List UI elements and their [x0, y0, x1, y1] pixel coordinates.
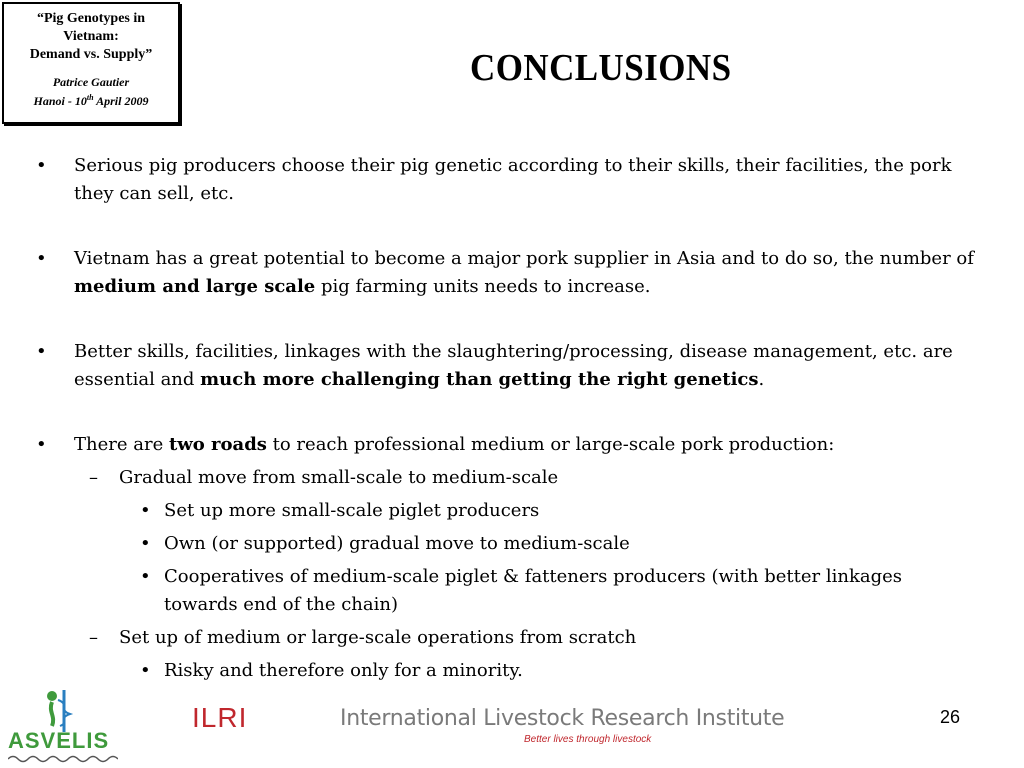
presentation-title-box — [2, 2, 180, 124]
bullet-better-skills: • Better skills, facilities, linkages with the slaughtering/processing, disease management, etc. are essential and much more challenging than getting the right genetics. — [36, 338, 976, 394]
bullet-marker: • — [140, 500, 151, 521]
slide-content — [36, 152, 976, 685]
bullet-marker: • — [36, 248, 47, 269]
dash-marker: – — [89, 627, 98, 648]
dash-marker: – — [89, 467, 98, 488]
bullet-marker: • — [36, 341, 47, 362]
title-box-line3: Demand vs. Supply” — [29, 47, 153, 62]
ilri-logo: ILRI — [192, 702, 248, 733]
slide-title: CONCLUSIONS — [470, 47, 732, 89]
bullet-marker: • — [140, 566, 151, 587]
asvelis-logo — [6, 688, 124, 766]
ilri-full-name: International Livestock Research Institute — [340, 706, 785, 731]
ilri-tagline: Better lives through livestock — [524, 734, 652, 745]
sub-sub-bullet: • Set up more small-scale piglet producers — [36, 497, 976, 525]
bullet-serious-producers: • Serious pig producers choose their pig genetic according to their skills, their facilities, the pork they can sell, etc. — [36, 152, 976, 208]
title-box-line1: “Pig Genotypes in — [36, 11, 146, 26]
sub-sub-bullet: • Cooperatives of medium-scale piglet & fatteners producers (with better linkages towards end of the chain) — [36, 563, 976, 619]
sub-sub-bullet: • Risky and therefore only for a minority. — [36, 657, 976, 685]
bullet-marker: • — [36, 155, 47, 176]
bullet-vietnam-potential: • Vietnam has a great potential to become a major pork supplier in Asia and to do so, the number of medium and large scale pig farming units needs to increase. — [36, 245, 976, 301]
page-number: 26 — [940, 707, 961, 727]
bullet-marker: • — [140, 660, 151, 681]
bullet-marker: • — [36, 434, 47, 455]
title-box-line2: Vietnam: — [63, 29, 119, 44]
bullet-marker: • — [140, 533, 151, 554]
asvelis-wordmark: ASVELIS — [8, 728, 110, 753]
sub-bullet-from-scratch: – Set up of medium or large-scale operations from scratch — [36, 624, 976, 652]
title-box-date: Hanoi - 10th April 2009 — [33, 93, 149, 108]
bullet-two-roads: • There are two roads to reach professional medium or large-scale pork production: — [36, 431, 976, 459]
sub-bullet-gradual-move: – Gradual move from small-scale to medium-scale — [36, 464, 976, 492]
title-box-author: Patrice Gautier — [52, 75, 130, 89]
sub-sub-bullet: • Own (or supported) gradual move to medium-scale — [36, 530, 976, 558]
slide-footer — [0, 684, 1024, 768]
asvelis-decoration-icon — [8, 754, 118, 764]
